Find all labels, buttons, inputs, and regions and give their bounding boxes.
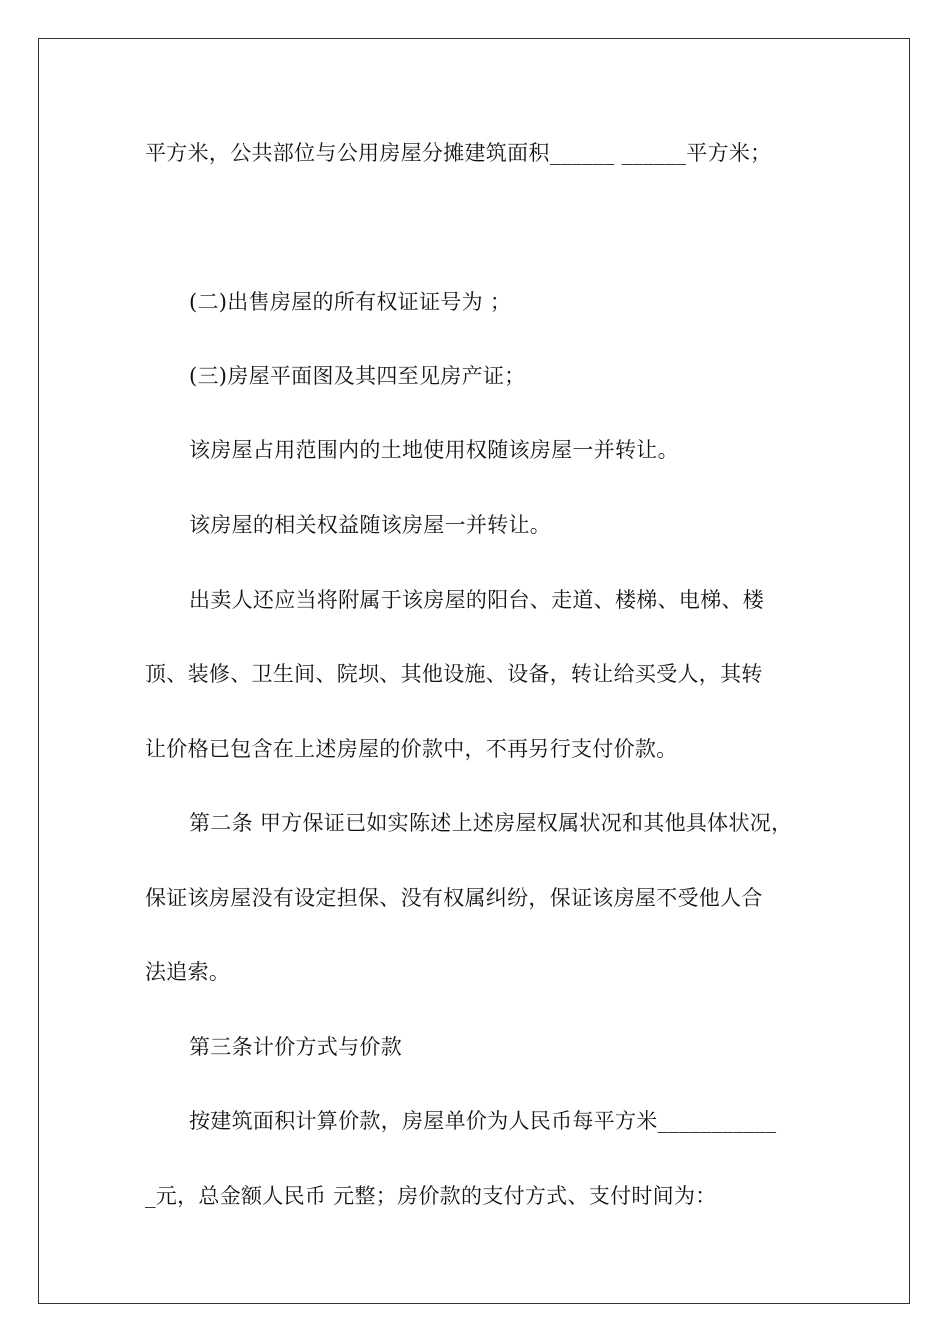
text-line-area: 平方米，公共部位与公用房屋分摊建筑面积______ ______平方米； — [145, 141, 772, 165]
text-line-article2-2: 保证该房屋没有设定担保、没有权属纠纷，保证该房屋不受他人合 — [145, 886, 763, 910]
text-line-seller-1: 出卖人还应当将附属于该房屋的阳台、走道、楼梯、电梯、楼 — [189, 588, 765, 612]
text-line-floorplan: (三)房屋平面图及其四至见房产证； — [189, 364, 526, 388]
text-line-price-2: _元，总金额人民币 元整；房价款的支付方式、支付时间为： — [145, 1184, 717, 1208]
text-line-seller-3: 让价格已包含在上述房屋的价款中，不再另行支付价款。 — [145, 737, 678, 761]
text-line-article2-1: 第二条 甲方保证已如实陈述上述房屋权属状况和其他具体状况， — [189, 811, 793, 835]
text-line-price-1: 按建筑面积计算价款，房屋单价为人民币每平方米___________ — [189, 1109, 777, 1133]
text-line-article2-3: 法追索。 — [145, 960, 231, 984]
text-line-seller-2: 顶、装修、卫生间、院坝、其他设施、设备，转让给买受人，其转 — [145, 662, 763, 686]
text-line-related-rights: 该房屋的相关权益随该房屋一并转让。 — [189, 513, 552, 537]
text-line-land-rights: 该房屋占用范围内的土地使用权随该房屋一并转让。 — [189, 438, 679, 462]
text-line-article3-heading: 第三条计价方式与价款 — [189, 1035, 402, 1059]
text-line-certificate: (二)出售房屋的所有权证证号为 ； — [189, 290, 512, 314]
